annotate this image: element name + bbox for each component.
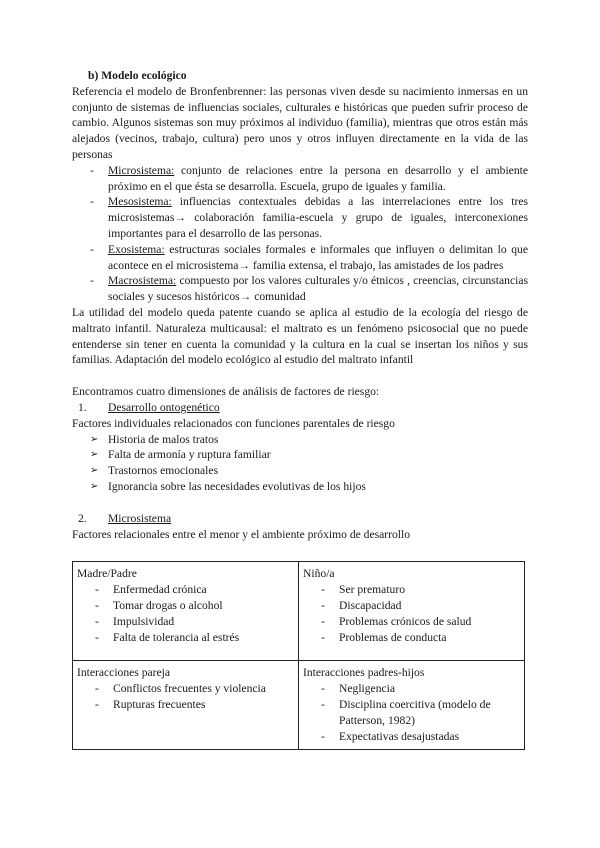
system-item bbox=[72, 273, 528, 305]
system-item bbox=[72, 194, 528, 241]
dimension-1-heading bbox=[72, 400, 528, 416]
document-page bbox=[72, 68, 528, 750]
list-item: - Rupturas frecuentes bbox=[95, 697, 206, 711]
cell-title: Interacciones pareja bbox=[77, 666, 171, 680]
system-text: compuesto por los valores culturales y/o étnicos , creencias, circunstancias sociales y sucesos históricos→ comunidad bbox=[108, 274, 528, 304]
arrow-bullet-icon: ➢ bbox=[90, 433, 99, 445]
list-item: - Negligencia bbox=[321, 682, 396, 696]
cell-title: Madre/Padre bbox=[77, 567, 137, 581]
list-item: ➢ Trastornos emocionales bbox=[90, 464, 219, 478]
dimension-number: 1. bbox=[78, 400, 87, 414]
dash-bullet: - bbox=[90, 195, 94, 209]
utility-paragraph: La utilidad del modelo queda patente cuando se aplica al estudio de la ecología del riesgo de maltrato infantil. Naturaleza multicausal: el maltrato es un fenómeno psicosocial que no puede entenderse sin tener en cuenta la comunidad y la cultura en la cual se insertan los niños y sus familias. Adaptación del modelo ecológico al estudio del maltrato infantil bbox=[72, 305, 528, 367]
list-item: - Ser prematuro bbox=[321, 583, 405, 597]
list-item: ➢ Falta de armonía y ruptura familiar bbox=[90, 448, 271, 462]
dash-bullet: - bbox=[90, 163, 94, 177]
dimension-1-description: Factores individuales relacionados con funciones parentales de riesgo bbox=[72, 416, 395, 430]
system-text: conjunto de relaciones entre la persona en desarrollo y el ambiente próximo en el que ésta se desarrolla. Escuela, grupo de iguales y familia. bbox=[108, 163, 528, 193]
table-cell-parent-child bbox=[299, 661, 525, 750]
table-cell-parent bbox=[73, 562, 299, 661]
dimension-2-description: Factores relacionales entre el menor y el ambiente próximo de desarrollo bbox=[72, 527, 411, 541]
table-cell-child bbox=[299, 562, 525, 661]
list-item: - Conflictos frecuentes y violencia bbox=[95, 682, 266, 696]
cell-title: Interacciones padres-hijos bbox=[303, 666, 425, 680]
system-term: Microsistema: bbox=[108, 163, 175, 177]
arrow-bullet-icon: ➢ bbox=[90, 465, 99, 477]
arrow-bullet-icon: ➢ bbox=[90, 449, 99, 461]
dimension-1-list bbox=[72, 432, 528, 495]
list-item: - Disciplina coercitiva (modelo de Patterson, 1982) bbox=[321, 697, 491, 727]
list-item: - Falta de tolerancia al estrés bbox=[95, 630, 240, 644]
dimension-title: Desarrollo ontogenético bbox=[108, 400, 220, 414]
cell-title: Niño/a bbox=[303, 567, 335, 581]
dash-bullet: - bbox=[90, 274, 94, 288]
section-heading: b) Modelo ecológico bbox=[88, 69, 187, 82]
dimensions-intro: Encontramos cuatro dimensiones de análisis de factores de riesgo: bbox=[72, 385, 380, 399]
list-item: - Enfermedad crónica bbox=[95, 583, 207, 597]
list-item: ➢ Ignorancia sobre las necesidades evolutivas de los hijos bbox=[90, 479, 366, 493]
system-term: Macrosistema: bbox=[108, 274, 177, 288]
risk-factors-table bbox=[72, 561, 525, 750]
system-item bbox=[72, 163, 528, 195]
list-item: - Problemas crónicos de salud bbox=[321, 614, 472, 628]
intro-paragraph: Referencia el modelo de Bronfenbrenner: las personas viven desde su nacimiento inmersas en un conjunto de sistemas de influencias sociales, culturales e históricas que pueden sufrir proceso de cambio. Algunos sistemas son muy próximos al individuo (familia), mientras que otros están más alejados (vecinos, trabajo, cultura) pero unos y otros influyen directamente en la vida de las personas bbox=[72, 84, 528, 161]
dimension-2-heading bbox=[72, 511, 528, 527]
arrow-bullet-icon: ➢ bbox=[90, 480, 99, 492]
dimension-title: Microsistema bbox=[108, 511, 172, 525]
dash-bullet: - bbox=[90, 242, 94, 256]
list-item: ➢ Historia de malos tratos bbox=[90, 432, 219, 446]
system-item bbox=[72, 242, 528, 274]
table-cell-couple bbox=[73, 661, 299, 750]
list-item: - Expectativas desajustadas bbox=[321, 729, 460, 743]
system-text: estructuras sociales formales e informales que influyen o delimitan lo que acontece en el microsistema→ familia extensa, el trabajo, las amistades de los padres bbox=[108, 242, 528, 272]
system-term: Mesosistema: bbox=[108, 195, 172, 209]
list-item: - Impulsividad bbox=[95, 614, 175, 628]
list-item: - Discapacidad bbox=[321, 598, 402, 612]
list-item: - Problemas de conducta bbox=[321, 630, 447, 644]
system-term: Exosistema: bbox=[108, 242, 165, 256]
list-item: - Tomar drogas o alcohol bbox=[95, 598, 223, 612]
systems-list bbox=[72, 163, 528, 305]
system-text: influencias contextuales debidas a las interrelaciones entre los tres microsistemas→ colaboración familia-escuela y grupo de iguales, interconexiones importantes para el desarrollo de las personas. bbox=[108, 195, 528, 240]
dimension-number: 2. bbox=[78, 511, 87, 525]
